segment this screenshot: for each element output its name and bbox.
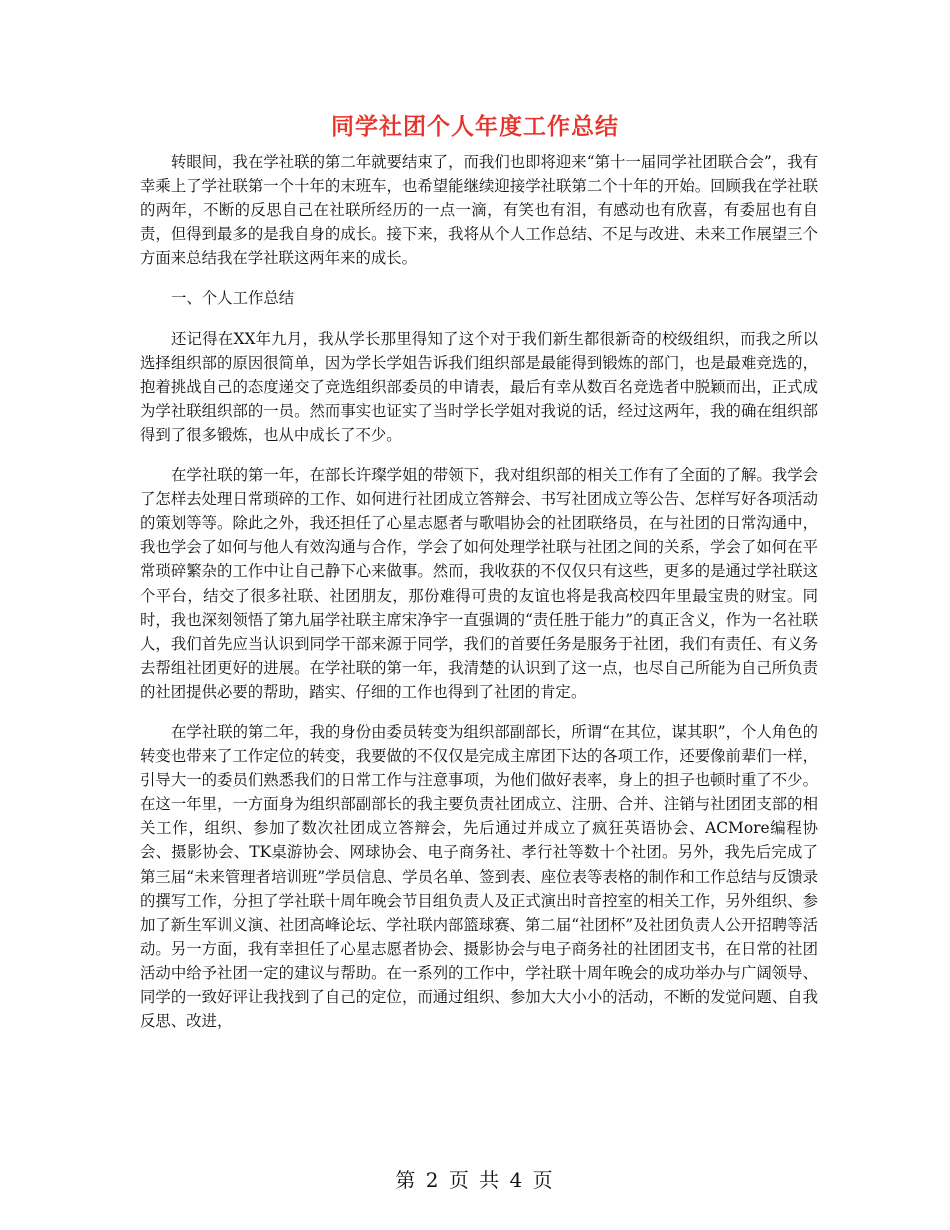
- paragraph-intro: 转眼间，我在学社联的第二年就要结束了，而我们也即将迎来“第十一届同学社团联合会”，我有幸乘上了学社联第一个十年的末班车，也希望能继续迎接学社联第二个十年的开始。回顾我在学社联的两年，不断的反思自己在社联所经历的一点一滴，有笑也有泪，有感动也有欣喜，有委屈也有自责，但得到最多的是我自身的成长。接下来，我将从个人工作总结、不足与改进、未来工作展望三个方面来总结我在学社联这两年来的成长。: [140, 153, 818, 268]
- document-body: [140, 150, 818, 1049]
- document-title: 同学社团个人年度工作总结: [331, 114, 619, 140]
- paragraph-first-year: 在学社联的第一年，在部长许璨学姐的带领下，我对组织部的相关工作有了全面的了解。我学会了怎样去处理日常琐碎的工作、如何进行社团成立答辩会、书写社团成立等公告、怎样写好各项活动的策划等等。除此之外，我还担任了心星志愿者与歌唱协会的社团联络员，在与社团的日常沟通中，我也学会了如何与他人有效沟通与合作，学会了如何处理学社联与社团之间的关系，学会了如何在平常琐碎繁杂的工作中让自己静下心来做事。然而，我收获的不仅仅只有这些，更多的是通过学社联这个平台，结交了很多社联、社团朋友，那份难得可贵的友谊也将是我高校四年里最宝贵的财宝。同时，我也深刻领悟了第九届学社联主席宋净宇一直强调的“责任胜于能力”的真正含义，作为一名社联人，我们首先应当认识到同学干部来源于同学，我们的首要任务是服务于社团，我们有责任、有义务去帮组社团更好的进展。在学社联的第一年，我清楚的认识到了这一点，也尽自己所能为自己所负责的社团提供必要的帮助，踏实、仔细的工作也得到了社团的肯定。: [140, 466, 818, 701]
- paragraph-second-year: 在学社联的第二年，我的身份由委员转变为组织部副部长，所谓“在其位，谋其职”，个人角色的转变也带来了工作定位的转变，我要做的不仅仅是完成主席团下达的各项工作，还要像前辈们一样，引导大一的委员们熟悉我们的日常工作与注意事项，为他们做好表率，身上的担子也顿时重了不少。在这一年里，一方面身为组织部副部长的我主要负责社团成立、注册、合并、注销与社团团支部的相关工作，组织、参加了数次社团成立答辩会，先后通过并成立了疯狂英语协会、ACMore编程协会、摄影协会、TK桌游协会、网球协会、电子商务社、孝行社等数十个社团。另外，我先后完成了第三届“未来管理者培训班”学员信息、学员名单、签到表、座位表等表格的制作和工作总结与反馈录的撰写工作，分担了学社联十周年晚会节目组负责人及正式演出时音控室的相关工作，另外组织、参加了新生军训义演、社团高峰论坛、学社联内部篮球赛、第二届“社团杯”及社团负责人公开招聘等活动。另一方面，我有幸担任了心星志愿者协会、摄影协会与电子商务社的社团团支书，在日常的社团活动中给予社团一定的建议与帮助。在一系列的工作中，学社联十周年晚会的成功举办与广阔领导、同学的一致好评让我找到了自己的定位，而通过组织、参加大大小小的活动，不断的发觉问题、自我反思、改进，: [140, 722, 818, 1031]
- section-heading-personal-summary: 一、个人工作总结: [171, 289, 295, 308]
- page-number-footer: 第 2 页 共 4 页: [395, 1168, 555, 1192]
- paragraph-joining: 还记得在XX年九月，我从学长那里得知了这个对于我们新生都很新奇的校级组织，而我之所以选择组织部的原因很简单，因为学长学姐告诉我们组织部是最能得到锻炼的部门，也是最难竞选的，抱着挑战自己的态度递交了竞选组织部委员的申请表，最后有幸从数百名竞选者中脱颖而出，正式成为学社联组织部的一员。然而事实也证实了当时学长学姐对我说的话，经过这两年，我的确在组织部得到了很多锻炼，也从中成长了不少。: [140, 329, 818, 444]
